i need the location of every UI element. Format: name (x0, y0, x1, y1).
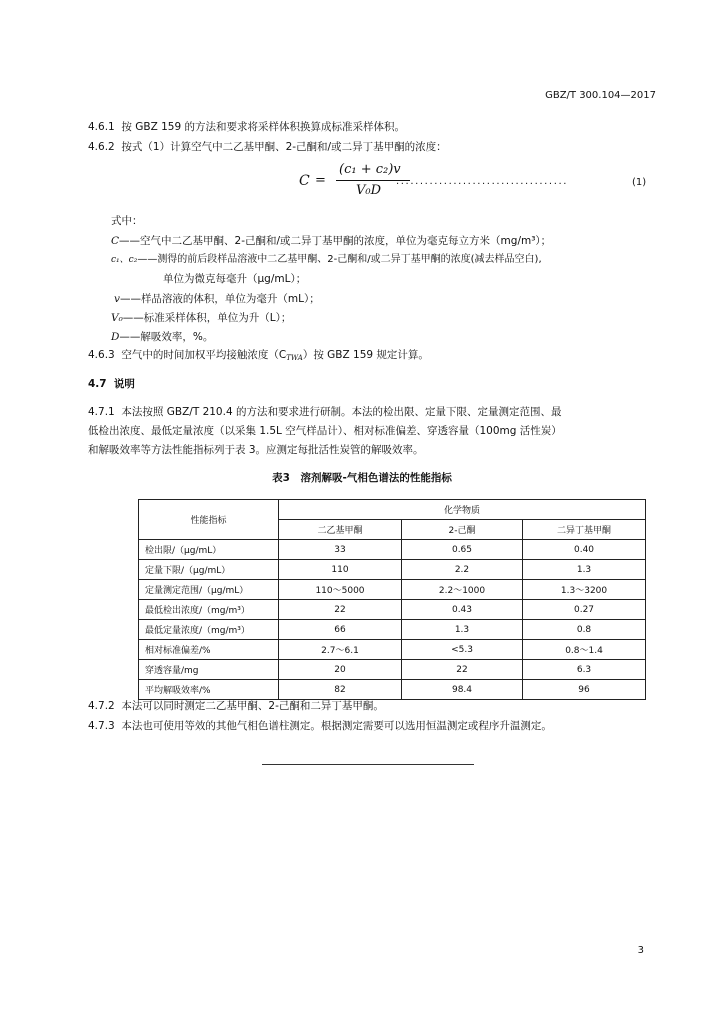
row-label: 最低定量浓度/（mg/m³） (139, 620, 279, 640)
clause-4-6-2 (88, 140, 447, 154)
formula-leader-dots: .................................... (396, 176, 569, 187)
table-cell: 82 (279, 680, 402, 700)
table-cell: 33 (279, 540, 402, 560)
clause-text-end: ）按 GBZ 159 规定计算。 (302, 349, 429, 361)
table-row (139, 600, 646, 620)
formula-denominator: V₀D (356, 183, 382, 198)
clause-number: 4.7.1 (88, 406, 115, 418)
table-cell: 1.3～3200 (523, 580, 646, 600)
formula-equals: = (315, 173, 326, 188)
clause-4-7-1 (88, 405, 561, 419)
formula-number: (1) (632, 177, 647, 188)
table-row (139, 660, 646, 680)
table-cell: 6.3 (523, 660, 646, 680)
clause-number: 4.7.2 (88, 700, 115, 712)
table-cell: 1.3 (523, 560, 646, 580)
page-number: 3 (637, 945, 644, 956)
where-intro: 式中： (111, 215, 143, 227)
table-cell: 0.8 (523, 620, 646, 640)
row-label: 检出限/（μg/mL） (139, 540, 279, 560)
table-cell: 110～5000 (279, 580, 402, 600)
row-label: 定量测定范围/（μg/mL） (139, 580, 279, 600)
header-cell: 二异丁基甲酮 (523, 520, 646, 540)
clause-4-6-1 (88, 120, 405, 134)
section-4-7-heading (88, 377, 135, 391)
definition: ——样品溶液的体积，单位为毫升（mL）； (119, 293, 320, 305)
table-row (139, 540, 646, 560)
table-row (139, 620, 646, 640)
clause-text: 本法可以同时测定二乙基甲酮、2-己酮和二异丁基甲酮。 (121, 700, 384, 712)
clause-text: 空气中的时间加权平均接触浓度（C (121, 349, 287, 361)
where-item-C (111, 234, 551, 248)
table-cell: 2.7～6.1 (279, 640, 402, 660)
table-cell: 110 (279, 560, 402, 580)
clause-number: 4.6.1 (88, 121, 115, 133)
row-label: 定量下限/（μg/mL） (139, 560, 279, 580)
table-row (139, 560, 646, 580)
table-cell: 2.2～1000 (402, 580, 523, 600)
formula-lhs: C (299, 173, 310, 189)
table-cell: 0.43 (402, 600, 523, 620)
where-item-V0 (111, 311, 291, 325)
row-label: 平均解吸效率/% (139, 680, 279, 700)
where-item-c (111, 253, 542, 267)
clause-4-7-3 (88, 719, 552, 733)
table-row (139, 580, 646, 600)
table-row (139, 680, 646, 700)
clause-4-7-1-line2: 低检出浓度、最低定量浓度（以采集 1.5L 空气样品计）、相对标准偏差、穿透容量（100mg 活性炭） (88, 425, 562, 437)
symbol: V₀ (111, 312, 123, 324)
table-cell: 96 (523, 680, 646, 700)
table-cell: 1.3 (402, 620, 523, 640)
table-cell: 0.65 (402, 540, 523, 560)
clause-text: 按 GBZ 159 的方法和要求将采样体积换算成标准采样体积。 (121, 121, 405, 133)
definition: ——空气中二乙基甲酮、2-己酮和/或二异丁基甲酮的浓度，单位为毫克每立方米（mg/m³）； (119, 235, 552, 247)
document-code: GBZ/T 300.104—2017 (545, 90, 656, 101)
table-cell: 22 (279, 600, 402, 620)
formula-numerator: (c₁ + c₂)v (339, 162, 401, 177)
table-header-row (139, 500, 646, 520)
section-number: 4.7 (88, 378, 107, 390)
row-label: 相对标准偏差/% (139, 640, 279, 660)
table-cell: 0.27 (523, 600, 646, 620)
table-cell: 22 (402, 660, 523, 680)
clause-4-7-2 (88, 699, 384, 713)
clause-text-line1: 本法按照 GBZ/T 210.4 的方法和要求进行研制。本法的检出限、定量下限、定量测定范围、最 (121, 406, 562, 418)
row-label: 穿透容量/mg (139, 660, 279, 680)
table-cell: 98.4 (402, 680, 523, 700)
where-item-c-cont: 单位为微克每毫升（μg/mL）； (163, 273, 307, 285)
table-caption: 表3 溶剂解吸-气相色谱法的性能指标 (272, 472, 452, 484)
table-cell: 66 (279, 620, 402, 640)
performance-table (138, 499, 646, 700)
clause-4-7-1-line3: 和解吸效率等方法性能指标列于表 3。应测定每批活性炭管的解吸效率。 (88, 444, 424, 456)
table-cell: 20 (279, 660, 402, 680)
section-title: 说明 (113, 378, 135, 390)
clause-number: 4.6.2 (88, 141, 115, 153)
clause-number: 4.7.3 (88, 720, 115, 732)
clause-text: 本法也可使用等效的其他气相色谱柱测定。根据测定需要可以选用恒温测定或程序升温测定。 (121, 720, 552, 732)
symbol: D (111, 331, 120, 343)
definition: ——测得的前后段样品溶液中二乙基甲酮、2-己酮和/或二异丁基甲酮的浓度(减去样品空白), (137, 254, 542, 265)
table-cell: 0.8～1.4 (523, 640, 646, 660)
end-of-document-rule (262, 764, 474, 765)
subscript: TWA (286, 354, 303, 362)
clause-number: 4.6.3 (88, 349, 115, 361)
table-cell: <5.3 (402, 640, 523, 660)
table-cell: 2.2 (402, 560, 523, 580)
clause-text: 按式（1）计算空气中二乙基甲酮、2-己酮和/或二异丁基甲酮的浓度： (121, 141, 447, 153)
row-label: 最低检出浓度/（mg/m³） (139, 600, 279, 620)
where-item-v (114, 292, 320, 306)
definition: ——解吸效率，%。 (119, 331, 214, 343)
symbol: v (114, 293, 120, 305)
header-cell: 2-己酮 (402, 520, 523, 540)
clause-4-6-3 (88, 348, 429, 362)
header-cell: 二乙基甲酮 (279, 520, 402, 540)
table-row (139, 640, 646, 660)
where-item-D (111, 330, 213, 344)
header-cell-group: 化学物质 (279, 500, 646, 520)
definition: ——标准采样体积，单位为升（L）； (122, 312, 292, 324)
header-cell: 性能指标 (139, 500, 279, 540)
symbol: C (111, 235, 120, 247)
table-cell: 0.40 (523, 540, 646, 560)
symbol: c₁、c₂ (111, 255, 138, 265)
